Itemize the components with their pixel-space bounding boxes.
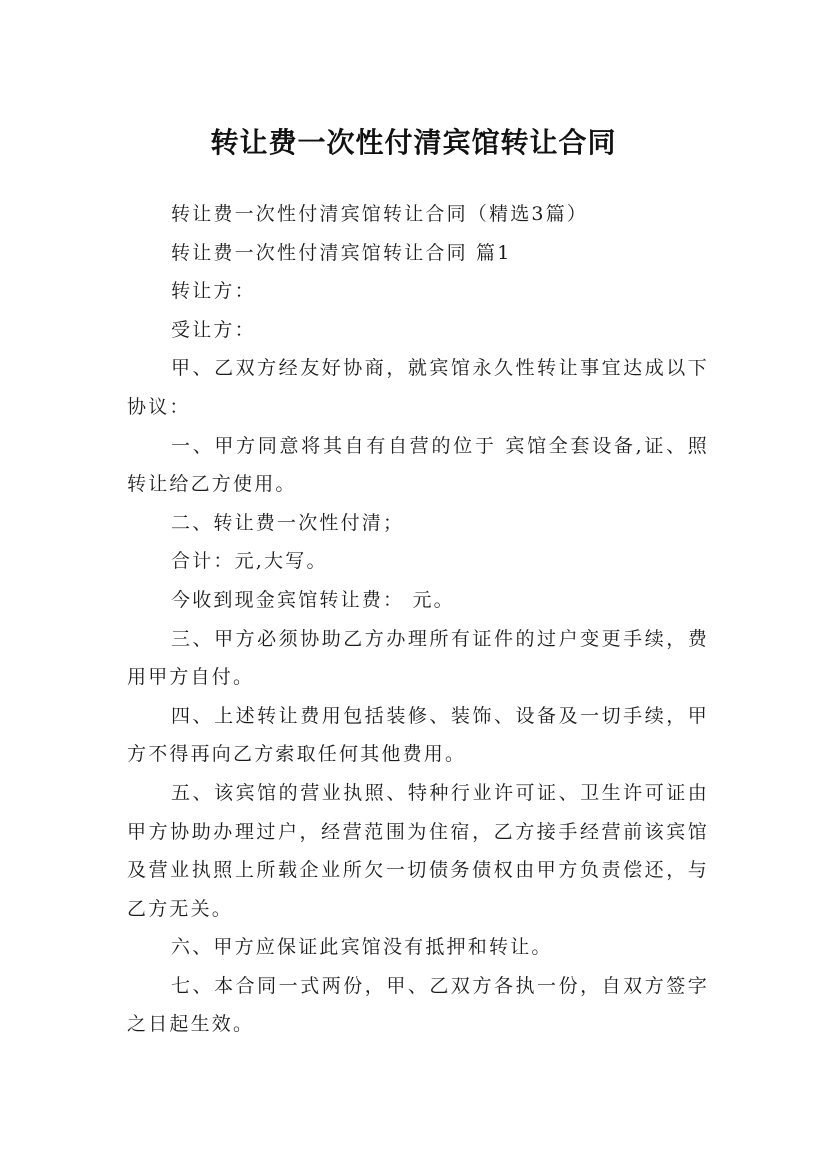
paragraph-receipt: 今收到现金宾馆转让费： 元。 xyxy=(171,588,455,611)
document-title: 转让费一次性付清宾馆转让合同 xyxy=(210,125,617,159)
paragraph-total: 合计：元,大写。 xyxy=(171,550,328,573)
paragraph-clause-7: 七、本合同一式两份，甲、乙双方各执一份，自双方签字之日起生效。 xyxy=(127,974,709,1036)
paragraph-transferor: 转让方： xyxy=(171,280,256,303)
paragraph-clause-1: 一、甲方同意将其自有自营的位于 宾馆全套设备,证、照转让给乙方使用。 xyxy=(127,434,709,496)
paragraph-preamble: 甲、乙双方经友好协商，就宾馆永久性转让事宜达成以下协议： xyxy=(127,357,709,418)
paragraph-clause-5: 五、该宾馆的营业执照、特种行业许可证、卫生许可证由甲方协助办理过户，经营范围为住宿，乙方接手经营前该宾馆及营业执照上所载企业所欠一切债务债权由甲方负责偿还，与乙方无关。 xyxy=(127,781,709,920)
paragraph-clause-4: 四、上述转让费用包括装修、装饰、设备及一切手续，甲方不得再向乙方索取任何其他费用。 xyxy=(127,704,709,766)
document-body xyxy=(127,195,709,1044)
paragraph-transferee: 受让方： xyxy=(171,318,256,341)
paragraph-clause-6: 六、甲方应保证此宾馆没有抵押和转让。 xyxy=(171,936,553,959)
paragraph-section-heading: 转让费一次性付清宾馆转让合同 篇1 xyxy=(171,241,512,264)
paragraph-subtitle: 转让费一次性付清宾馆转让合同（精选3篇） xyxy=(171,203,589,225)
paragraph-clause-3: 三、甲方必须协助乙方办理所有证件的过户变更手续，费用甲方自付。 xyxy=(127,627,709,689)
paragraph-clause-2: 二、转让费一次性付清； xyxy=(171,511,405,534)
